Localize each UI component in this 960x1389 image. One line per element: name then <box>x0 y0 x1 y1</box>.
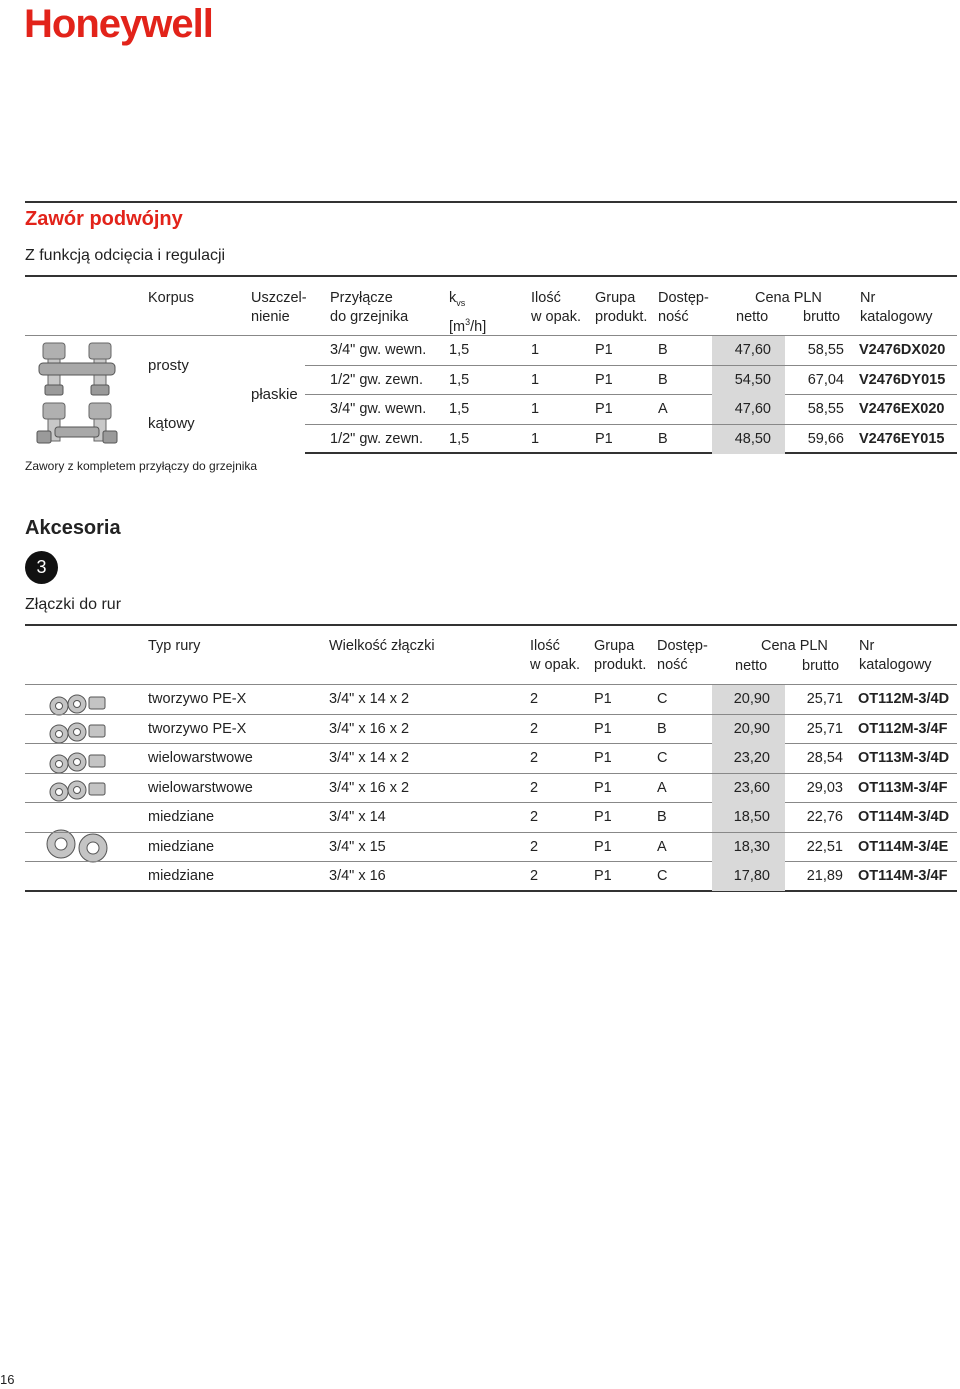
cell-ilosc: 2 <box>530 779 539 796</box>
cell-netto: 54,50 <box>734 371 771 388</box>
cell-grupa: P1 <box>594 720 612 737</box>
header-dostepnosc: Dostęp- ność <box>658 290 709 325</box>
cell-ilosc: 1 <box>531 342 540 358</box>
cell-brutto: 25,71 <box>806 720 843 737</box>
header-korpus: Korpus <box>148 290 194 306</box>
header-cena: Cena PLN <box>761 638 828 654</box>
cell-netto: 18,50 <box>733 809 770 825</box>
header-netto: netto <box>736 309 769 325</box>
header-brutto: brutto <box>803 309 841 325</box>
cell-typ: wielowarstwowe <box>148 779 253 796</box>
header-ilosc: Ilość w opak. <box>530 638 580 673</box>
cell-wielkosc: 3/4" x 14 <box>329 809 386 825</box>
cell-ilosc: 2 <box>530 720 539 737</box>
cell-nr: V2476DX020 <box>859 342 946 358</box>
header-kvs: $k_{vs}$ $[m^3/h]$ <box>449 290 487 335</box>
table-row <box>25 803 957 833</box>
cell-nr: OT112M-3/4F <box>858 720 948 737</box>
cell-przylacze: 1/2" gw. zewn. <box>330 371 424 388</box>
cell-dostep: B <box>658 430 668 447</box>
cell-nr: OT113M-3/4F <box>858 779 948 796</box>
accessories-subtitle: Złączki do rur <box>25 596 122 613</box>
cell-nr: OT114M-3/4D <box>858 809 950 825</box>
cell-ilosc: 2 <box>530 691 539 707</box>
table-row <box>25 715 957 745</box>
section-title: Zawór podwójny <box>25 208 183 230</box>
header-wielkosc: Wielkość złączki <box>329 638 435 654</box>
section-rule <box>25 201 957 203</box>
body-type-prosty: prosty <box>148 357 189 374</box>
cell-brutto: 58,55 <box>807 401 844 417</box>
cell-netto: 23,60 <box>733 779 770 796</box>
cell-nr: V2476EX020 <box>859 401 945 417</box>
section-badge: 3 <box>25 551 58 584</box>
cell-wielkosc: 3/4" x 14 x 2 <box>329 691 410 707</box>
cell-ilosc: 1 <box>531 371 540 388</box>
valve-straight-image <box>35 341 119 397</box>
table-row <box>305 366 957 396</box>
cell-dostep: A <box>658 401 668 417</box>
cell-grupa: P1 <box>594 868 612 884</box>
header-nr: Nr katalogowy <box>859 638 932 673</box>
cell-kvs: 1,5 <box>449 430 470 447</box>
cell-netto: 20,90 <box>733 691 770 707</box>
cell-nr: OT113M-3/4D <box>858 750 950 766</box>
cell-typ: tworzywo PE-X <box>148 691 247 707</box>
table-row <box>305 395 957 425</box>
fittings-table <box>25 626 957 892</box>
cell-wielkosc: 3/4" x 14 x 2 <box>329 750 410 766</box>
cell-przylacze: 1/2" gw. zewn. <box>330 430 424 447</box>
cell-grupa: P1 <box>595 430 613 447</box>
cell-brutto: 22,51 <box>806 838 843 855</box>
cell-nr: OT112M-3/4D <box>858 691 950 707</box>
cell-dostep: B <box>657 720 667 737</box>
cell-dostep: B <box>658 371 668 388</box>
cell-grupa: P1 <box>594 838 612 855</box>
cell-dostep: B <box>658 342 668 358</box>
cell-przylacze: 3/4" gw. wewn. <box>330 342 427 358</box>
cell-dostep: C <box>657 691 668 707</box>
cell-kvs: 1,5 <box>449 371 470 388</box>
cell-kvs: 1,5 <box>449 401 470 417</box>
accessories-title: Akcesoria <box>25 517 121 539</box>
page-number: 16 <box>0 1372 15 1387</box>
header-nr: Nr katalogowy <box>860 290 933 325</box>
cell-ilosc: 1 <box>531 430 540 447</box>
cell-grupa: P1 <box>594 691 612 707</box>
cell-netto: 47,60 <box>734 342 771 358</box>
seal-type: płaskie <box>251 386 298 403</box>
valve-angled-image <box>35 401 119 451</box>
body-type-katowy: kątowy <box>148 415 195 432</box>
header-ilosc: Ilość w opak. <box>531 290 581 325</box>
cell-netto: 47,60 <box>734 401 771 417</box>
header-uszczelnienie: Uszczel- nienie <box>251 290 307 325</box>
cell-dostep: B <box>657 809 667 825</box>
section-subtitle: Z funkcją odcięcia i regulacji <box>25 247 226 264</box>
cell-brutto: 21,89 <box>806 868 843 884</box>
cell-wielkosc: 3/4" x 16 <box>329 868 386 884</box>
cell-brutto: 28,54 <box>806 750 843 766</box>
cell-grupa: P1 <box>595 342 613 358</box>
cell-brutto: 25,71 <box>806 691 843 707</box>
cell-ilosc: 1 <box>531 401 540 417</box>
cell-przylacze: 3/4" gw. wewn. <box>330 401 427 417</box>
cell-typ: wielowarstwowe <box>148 750 253 766</box>
cell-dostep: C <box>657 750 668 766</box>
cell-ilosc: 2 <box>530 809 539 825</box>
table-row <box>25 685 957 715</box>
cell-nr: V2476DY015 <box>859 371 946 388</box>
cell-netto: 23,20 <box>733 750 770 766</box>
header-typ-rury: Typ rury <box>148 638 201 654</box>
cell-brutto: 29,03 <box>806 779 843 796</box>
cell-dostep: A <box>657 838 667 855</box>
cell-grupa: P1 <box>594 779 612 796</box>
table-row <box>25 774 957 804</box>
cell-brutto: 22,76 <box>806 809 843 825</box>
cell-nr: V2476EY015 <box>859 430 945 447</box>
honeywell-logo: Honeywell <box>24 2 213 46</box>
header-przylacze: Przyłącze do grzejnika <box>330 290 409 325</box>
cell-typ: miedziane <box>148 838 215 855</box>
cell-dostep: A <box>657 779 667 796</box>
cell-typ: tworzywo PE-X <box>148 720 247 737</box>
cell-dostep: C <box>657 868 668 884</box>
cell-kvs: 1,5 <box>449 342 470 358</box>
cell-typ: miedziane <box>148 809 215 825</box>
cell-nr: OT114M-3/4F <box>858 868 948 884</box>
cell-netto: 48,50 <box>734 430 771 447</box>
cell-netto: 20,90 <box>733 720 770 737</box>
table-row <box>25 833 957 863</box>
cell-wielkosc: 3/4" x 15 <box>329 838 386 855</box>
header-grupa: Grupa produkt. <box>595 290 648 325</box>
cell-netto: 18,30 <box>733 838 770 855</box>
header-cena: Cena PLN <box>755 290 822 306</box>
header-brutto: brutto <box>802 658 840 674</box>
cell-nr: OT114M-3/4E <box>858 838 949 855</box>
cell-wielkosc: 3/4" x 16 x 2 <box>329 720 410 737</box>
cell-grupa: P1 <box>594 750 612 766</box>
cell-wielkosc: 3/4" x 16 x 2 <box>329 779 410 796</box>
cell-typ: miedziane <box>148 868 215 884</box>
valve-table <box>25 277 957 477</box>
table-row <box>305 425 957 455</box>
cell-brutto: 59,66 <box>807 430 844 447</box>
cell-grupa: P1 <box>594 809 612 825</box>
table-row <box>305 336 957 366</box>
cell-ilosc: 2 <box>530 868 539 884</box>
cell-ilosc: 2 <box>530 750 539 766</box>
cell-brutto: 58,55 <box>807 342 844 358</box>
cell-grupa: P1 <box>595 401 613 417</box>
table-row <box>25 862 957 892</box>
header-netto: netto <box>735 658 768 674</box>
header-grupa: Grupa produkt. <box>594 638 647 673</box>
table-note: Zawory z kompletem przyłączy do grzejnika <box>25 459 258 473</box>
cell-ilosc: 2 <box>530 838 539 855</box>
cell-brutto: 67,04 <box>807 371 844 388</box>
header-dostepnosc: Dostęp- ność <box>657 638 708 673</box>
cell-grupa: P1 <box>595 371 613 388</box>
cell-netto: 17,80 <box>733 868 770 884</box>
table-row <box>25 744 957 774</box>
